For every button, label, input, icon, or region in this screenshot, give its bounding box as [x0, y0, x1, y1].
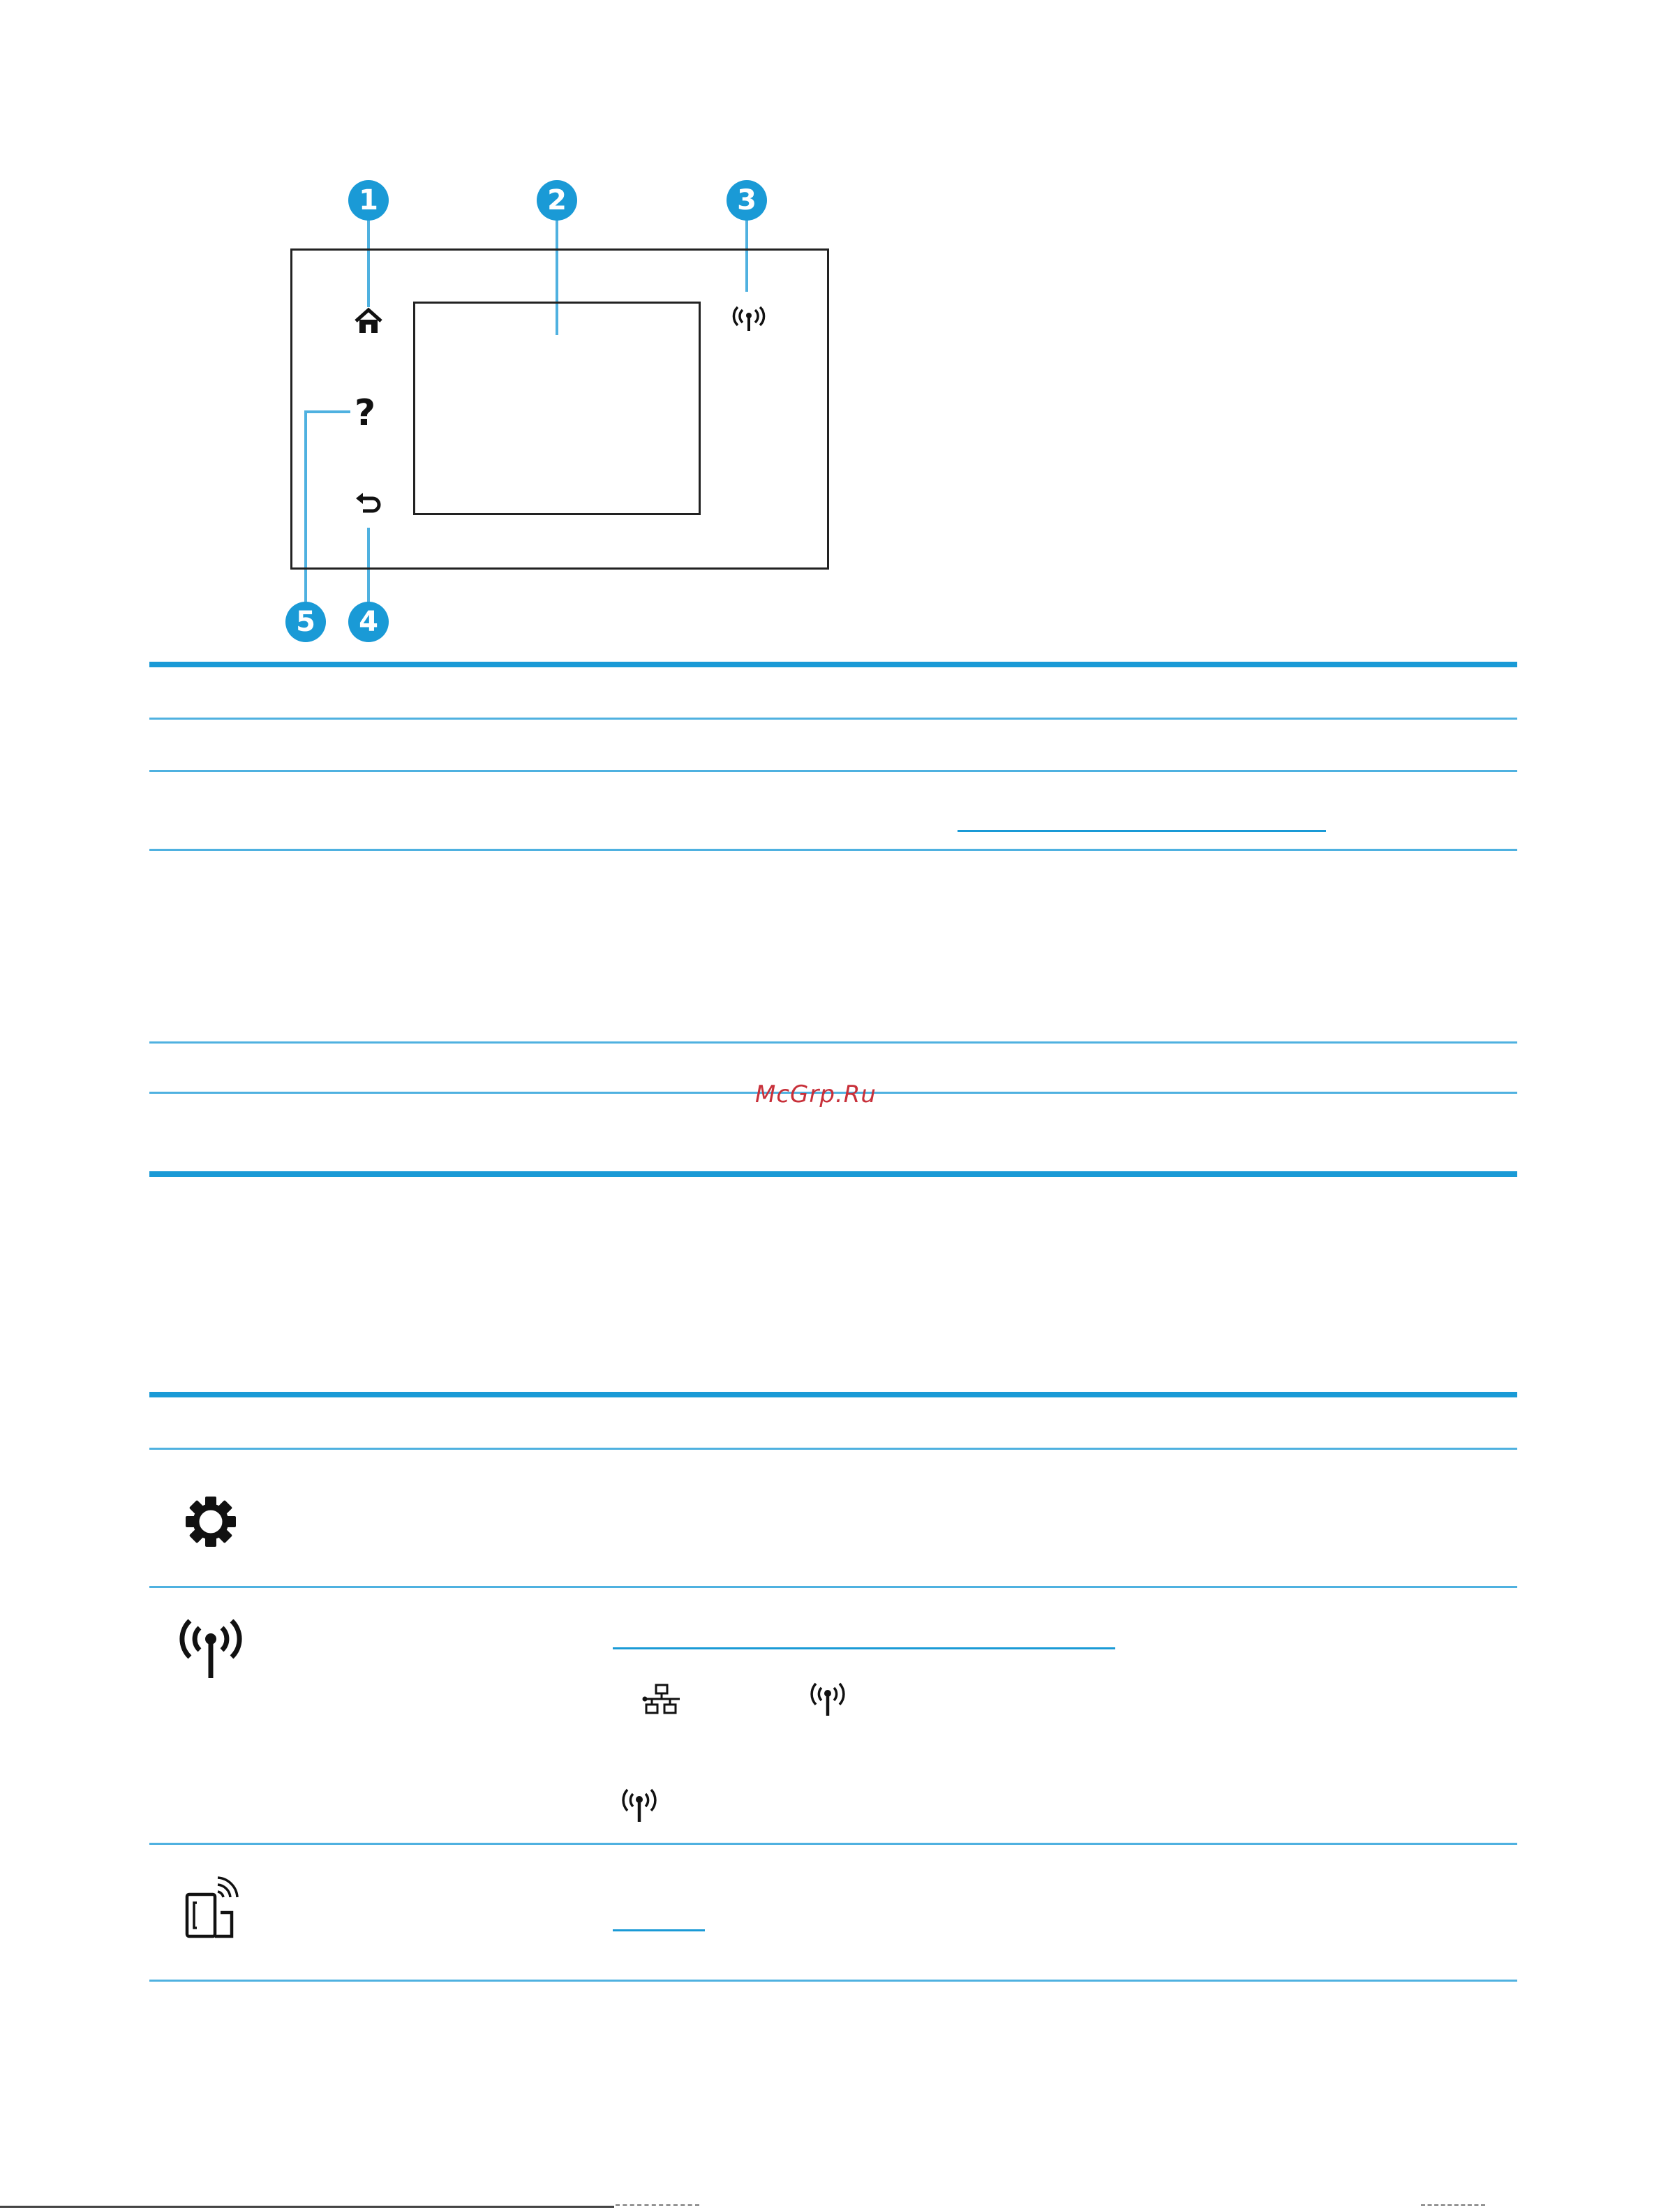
- wireless-small-icon: [807, 1682, 849, 1717]
- table1-top-rule: [149, 662, 1517, 667]
- wireless-status-icon: [176, 1619, 246, 1679]
- table2-wifidirect-link-underline[interactable]: [613, 1929, 705, 1931]
- wireless-small-icon-2: [618, 1788, 660, 1823]
- wireless-icon[interactable]: [730, 306, 768, 334]
- table2-header-rule: [149, 1448, 1517, 1450]
- table1-link-underline[interactable]: [958, 830, 1326, 832]
- table1-row-rule-1: [149, 770, 1517, 772]
- table1-bottom-rule: [149, 1171, 1517, 1177]
- control-panel-figure: [0, 0, 1661, 649]
- help-button[interactable]: ?: [355, 392, 376, 434]
- table2-row-rule-1: [149, 1586, 1517, 1588]
- callout-4: 4: [348, 602, 389, 642]
- callout-1: 1: [348, 180, 389, 221]
- table1-header-rule: [149, 718, 1517, 720]
- callout-3: 3: [727, 180, 767, 221]
- back-arrow-icon[interactable]: [353, 490, 384, 518]
- table2-bottom-rule: [149, 1980, 1517, 1982]
- table2-top-rule: [149, 1392, 1517, 1397]
- footer-crop-mark-line: [0, 2206, 614, 2208]
- table1-row-rule-3: [149, 1041, 1517, 1044]
- table1-row-rule-2: [149, 849, 1517, 851]
- home-icon[interactable]: [353, 307, 384, 335]
- footer-crop-mark-right: [1421, 2204, 1485, 2210]
- callout-2: 2: [537, 180, 577, 221]
- ethernet-icon: [642, 1684, 681, 1716]
- callout-5: 5: [285, 602, 326, 642]
- wifi-direct-icon: [183, 1873, 247, 1940]
- footer-crop-mark-left: [616, 2204, 699, 2210]
- watermark: McGrp.Ru: [755, 1081, 877, 1108]
- table2-wireless-link-underline[interactable]: [613, 1647, 1115, 1649]
- table2-row-rule-2: [149, 1843, 1517, 1845]
- gear-icon: [183, 1494, 239, 1550]
- control-panel-display: [413, 302, 701, 515]
